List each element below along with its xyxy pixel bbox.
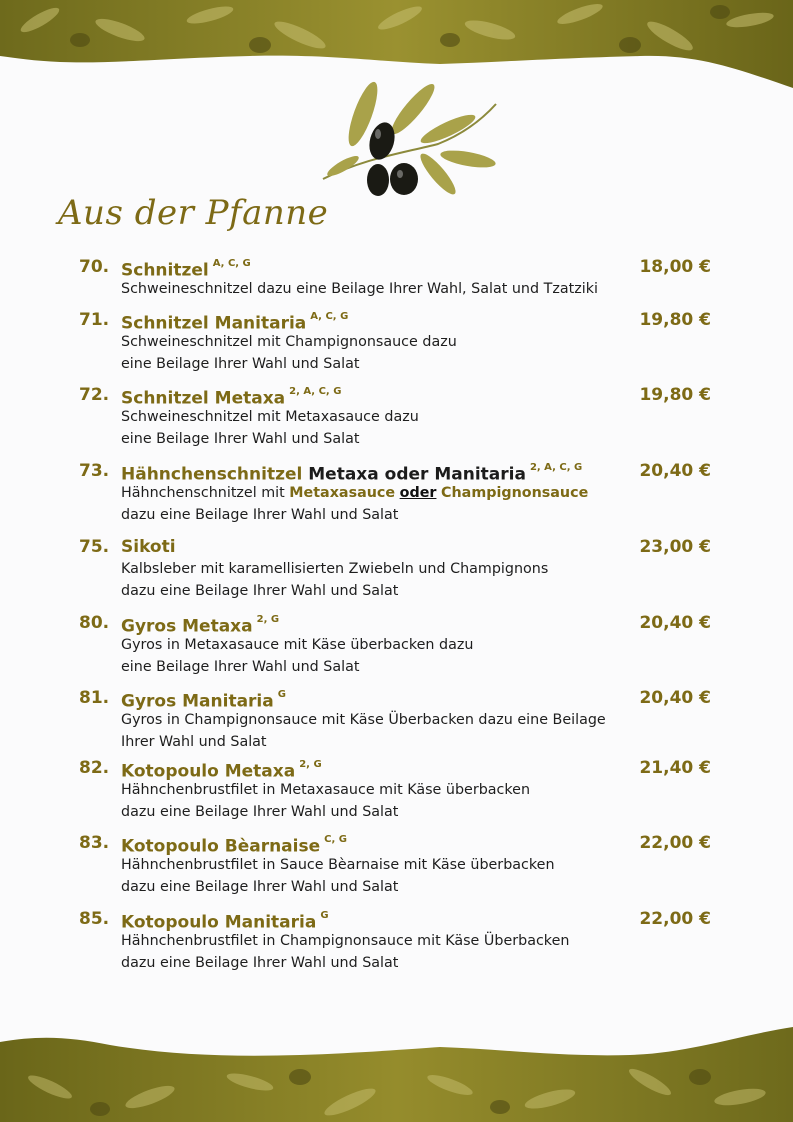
item-price: 18,00 € [639,257,711,277]
item-description: Schweineschnitzel mit Champignonsauce dazu eine Beilage Ihrer Wahl und Salat [121,334,457,372]
allergen-codes: 2, G [256,614,280,625]
allergen-codes: A, C, G [212,258,251,269]
item-price: 19,80 € [639,310,711,330]
allergen-codes: C, G [324,834,347,845]
item-price: 23,00 € [639,537,711,557]
item-number: 83. [79,833,110,853]
item-name: Schnitzel Manitaria $^{A, C, G}$ [121,311,349,334]
item-price: 22,00 € [639,909,711,929]
item-description: Kalbsleber mit karamellisierten Zwiebeln und Champignons dazu eine Beilage Ihrer Wahl und Salat [121,561,549,599]
item-number: 73. [79,461,110,481]
item-name: Gyros Manitaria $^G$ [121,689,286,712]
item-number: 85. [79,909,110,929]
item-description: Gyros in Champignonsauce mit Käse Überbacken dazu eine Beilage Ihrer Wahl und Salat [121,712,606,750]
item-name: Kotopoulo Manitaria $^G$ [121,910,329,933]
allergen-codes: G [277,689,286,700]
item-name: Gyros Metaxa $^{2, G}$ [121,614,280,637]
allergen-codes: 2, G [299,759,322,770]
item-description: Hähnchenschnitzel mit Metaxasauce oder Champignonsauce dazu eine Beilage Ihrer Wahl und Salat [121,485,589,523]
item-price: 19,80 € [639,385,711,405]
item-number: 75. [79,537,110,557]
item-description: Schweineschnitzel mit Metaxasauce dazu eine Beilage Ihrer Wahl und Salat [121,409,419,447]
allergen-codes: 2, A, C, G [289,386,342,397]
item-description: Hähnchenbrustfilet in Champignonsauce mit Käse Überbacken dazu eine Beilage Ihrer Wahl und Salat [121,933,570,971]
allergen-codes: G [320,910,329,921]
item-description: Hähnchenbrustfilet in Sauce Bèarnaise mit Käse überbacken dazu eine Beilage Ihrer Wahl und Salat [121,857,555,895]
item-price: 22,00 € [639,833,711,853]
item-name: Kotopoulo Bèarnaise $^{C, G}$ [121,834,347,857]
section-title: Aus der Pfanne [58,193,329,233]
item-price: 20,40 € [639,613,711,633]
item-name: Sikoti [121,537,176,557]
item-number: 70. [79,257,110,277]
item-name: Schnitzel $^{A, C, G}$ [121,258,251,281]
item-name: Hähnchenschnitzel Metaxa oder Manitaria $^{2, A, C, G}$ [121,462,583,485]
item-description: Schweineschnitzel dazu eine Beilage Ihrer Wahl, Salat und Tzatziki [121,281,598,297]
item-number: 72. [79,385,110,405]
item-price: 20,40 € [639,461,711,481]
item-name: Kotopoulo Metaxa $^{2, G}$ [121,759,322,782]
item-number: 81. [79,688,110,708]
item-price: 20,40 € [639,688,711,708]
item-number: 82. [79,758,110,778]
item-number: 71. [79,310,110,330]
item-description: Gyros in Metaxasauce mit Käse überbacken dazu eine Beilage Ihrer Wahl und Salat [121,637,474,675]
allergen-codes: 2, A, C, G [529,462,583,473]
item-name: Schnitzel Metaxa $^{2, A, C, G}$ [121,386,342,409]
item-price: 21,40 € [639,758,711,778]
bottom-olive-band [0,1027,793,1122]
allergen-codes: A, C, G [310,311,349,322]
item-number: 80. [79,613,110,633]
item-description: Hähnchenbrustfilet in Metaxasauce mit Käse überbacken dazu eine Beilage Ihrer Wahl und Salat [121,782,531,820]
